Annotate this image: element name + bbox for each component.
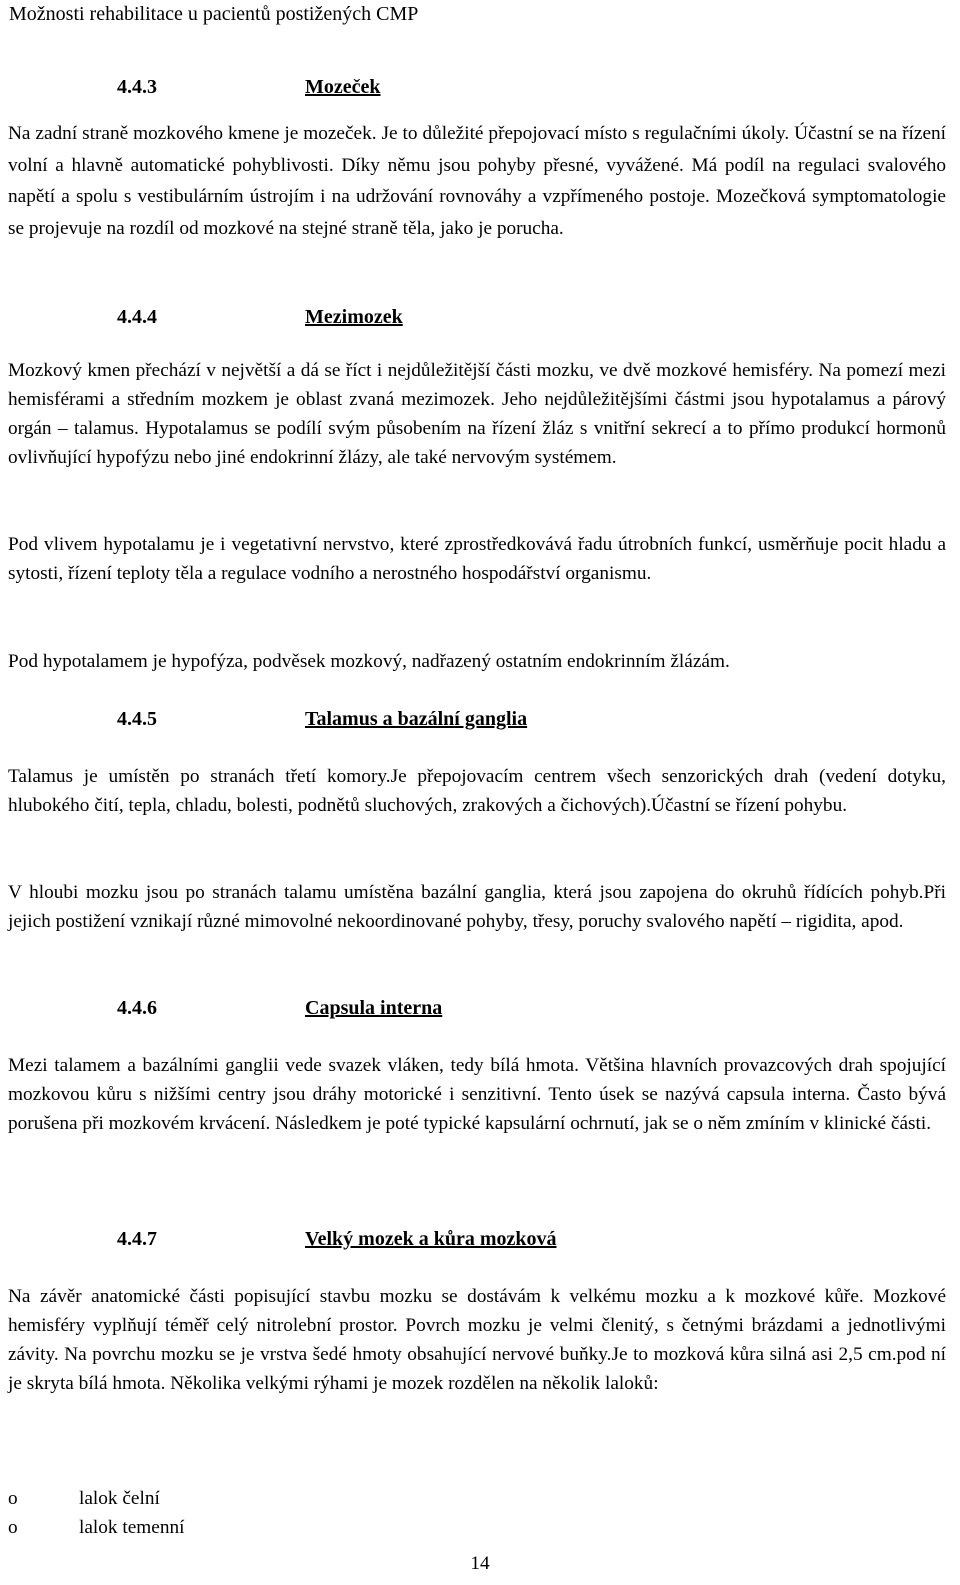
list-item-text: lalok čelní [79, 1488, 160, 1509]
section-number: 4.4.5 [117, 708, 157, 730]
section-title: Mezimozek [305, 306, 403, 328]
page-number: 14 [470, 1553, 490, 1574]
paragraph: Na zadní straně mozkového kmene je mozeček. Je to důležité přepojovací místo s regulačními úkoly. Účastní se na řízení volní a hlavně automatické pohyblivosti. Díky němu jsou pohyby přesné, vyvážené. Má podíl na regulaci svalového napětí a spolu s vestibulárním ústrojím i na udržování rovnováhy a vzpřímeného postoje. Mozečková symptomatologie se projevuje na rozdíl od mozkové na stejné straně těla, jako je porucha. [8, 123, 946, 239]
section-number: 4.4.6 [117, 997, 157, 1019]
section-title: Velký mozek a kůra mozková [305, 1228, 557, 1250]
section-heading-capsula-interna [0, 993, 960, 1023]
section-title: Talamus a bazální ganglia [305, 708, 528, 730]
bullet-marker: o [8, 1488, 18, 1509]
bullet-marker: o [8, 1517, 18, 1538]
list-item-text: lalok temenní [79, 1517, 185, 1538]
paragraph: Mezi talamem a bazálními ganglii vede svazek vláken, tedy bílá hmota. Většina hlavních provazcových drah spojující mozkovou kůru s nižšími centry jsou dráhy motorické i senzitivní. Tento úsek se nazývá capsula interna. Často bývá porušena při mozkovém krvácení. Následkem je poté typické kapsulární ochrnutí, jak se o něm zmíním v klinické části. [8, 1055, 946, 1134]
section-number: 4.4.7 [117, 1228, 157, 1250]
paragraph: Mozkový kmen přechází v největší a dá se říct i nejdůležitější části mozku, ve dvě mozkové hemisféry. Na pomezí mezi hemisférami a středním mozkem je oblast zvaná mezimozek. Jeho nejdůležitějšími částmi jsou hypotalamus a párový orgán – talamus. Hypotalamus se podílí svým působením na řízení žláz s vnitřní sekrecí a to přímo produkcí hormonů ovlivňující hypofýzu nebo jiné endokrinní žlázy, ale také nervovým systémem. [8, 360, 946, 468]
section-heading-velky-mozek [0, 1224, 960, 1254]
section-title: Mozeček [305, 76, 381, 98]
paragraph: V hloubi mozku jsou po stranách talamu umístěna bazální ganglia, která jsou zapojena do okruhů řídících pohyb.Při jejich postižení vznikají různé mimovolné nekoordinované pohyby, třesy, poruchy svalového napětí – rigidita, apod. [8, 882, 946, 932]
page-header: Možnosti rehabilitace u pacientů postižených CMP [9, 3, 419, 25]
section-heading-mezimozek [0, 302, 960, 332]
paragraph: Pod vlivem hypotalamu je i vegetativní nervstvo, které zprostředkovává řadu útrobních funkcí, usměrňuje pocit hladu a sytosti, řízení teploty těla a regulace vodního a nerostného hospodářství organismu. [8, 534, 946, 584]
section-number: 4.4.4 [117, 306, 157, 328]
section-heading-mozecek [0, 72, 960, 102]
section-number: 4.4.3 [117, 76, 157, 98]
paragraph: Na závěr anatomické části popisující stavbu mozku se dostávám k velkému mozku a k mozkové kůře. Mozkové hemisféry vyplňují téměř celý nitrolební prostor. Povrch mozku je velmi členitý, s četnými brázdami a jednotlivými závity. Na povrchu mozku se je vrstva šedé hmoty obsahující nervové buňky.Je to mozková kůra silná asi 2,5 cm.pod ní je skryta bílá hmota. Několika velkými rýhami je mozek rozdělen na několik laloků: [8, 1286, 946, 1394]
section-heading-talamus [0, 704, 960, 734]
paragraph: Talamus je umístěn po stranách třetí komory.Je přepojovacím centrem všech senzorických drah (vedení dotyku, hlubokého čití, tepla, chladu, bolesti, podnětů sluchových, zrakových a čichových).Účastní se řízení pohybu. [8, 766, 946, 816]
section-title: Capsula interna [305, 997, 443, 1019]
paragraph: Pod hypotalamem je hypofýza, podvěsek mozkový, nadřazený ostatním endokrinním žlázám. [8, 651, 730, 672]
